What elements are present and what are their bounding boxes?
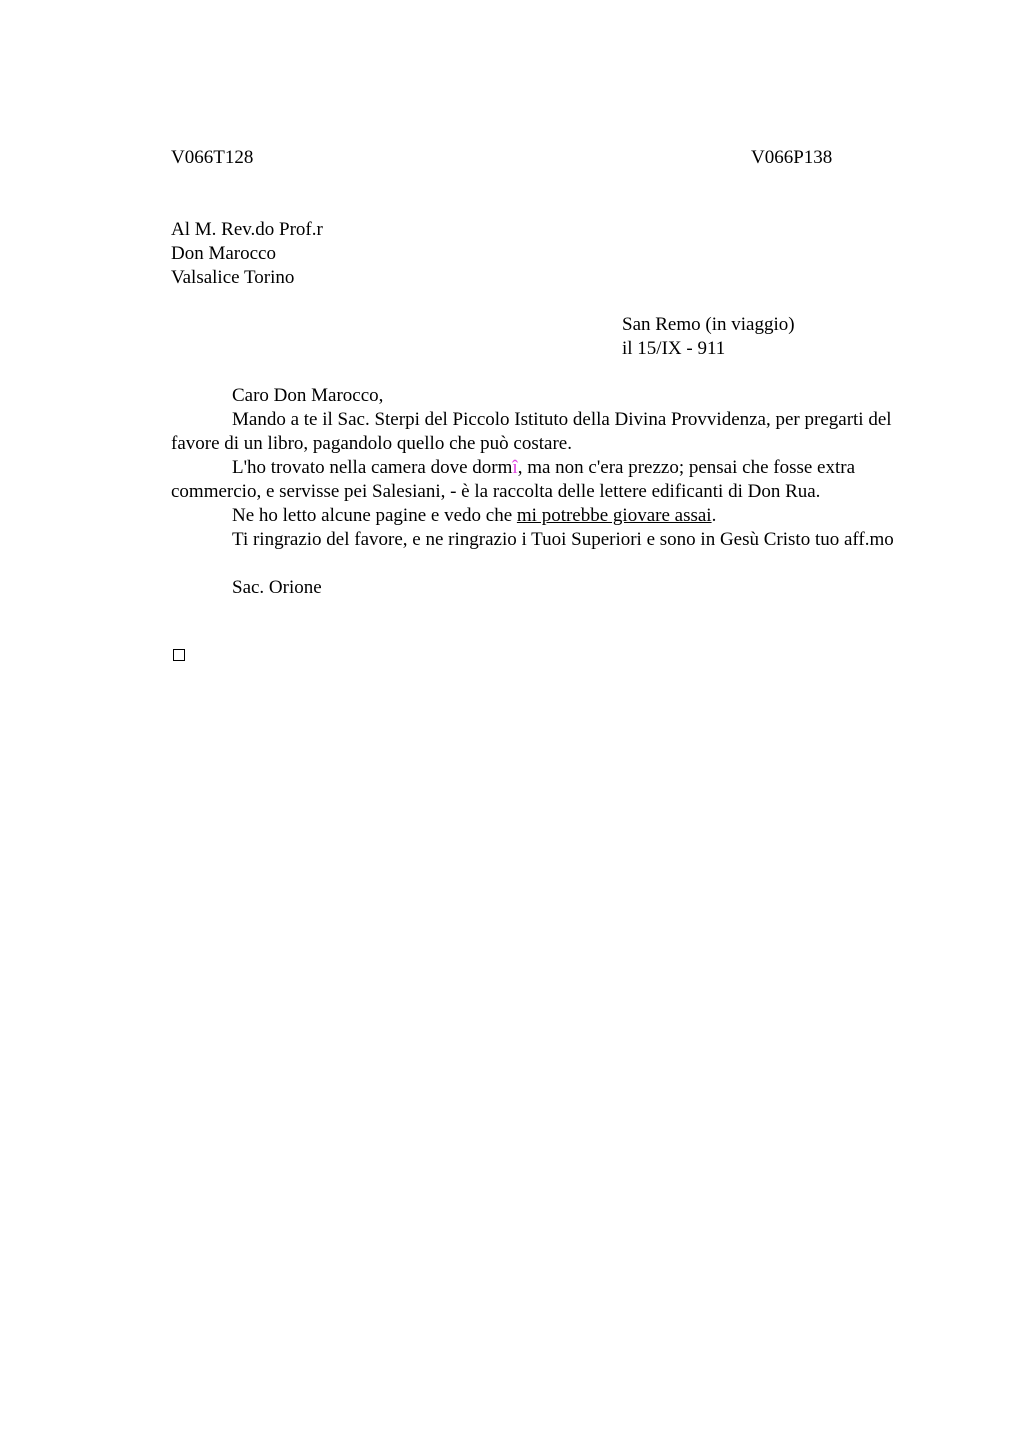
paragraph-4-text: Ti ringrazio del favore, e ne ringrazio i Tuoi Superiori e sono in Gesù Cristo tuo aff.mo [232,529,894,550]
recipient-line-title: Al M. Rev.do Prof.r [171,219,323,240]
paragraph-3-text-start: Ne ho letto alcune pagine e vedo che [232,505,517,526]
paragraph-2-text-end: , ma non c'era prezzo; pensai che fosse extra commercio, e servisse pei Salesiani, - è la raccolta delle lettere edificanti di Don Rua. [171,457,856,502]
accent-character: î [512,457,518,478]
letter-paragraph-4 [171,528,923,552]
letter-place: San Remo (in viaggio) [622,314,795,335]
paragraph-2-text-start: L'ho trovato nella camera dove dorm [232,457,513,478]
underlined-phrase: mi potrebbe giovare assai [516,505,712,526]
paragraph-3-text-end: . [711,505,717,526]
recipient-address [171,218,323,290]
paragraph-1-text: Mando a te il Sac. Sterpi del Piccolo Istituto della Divina Provvidenza, per pregarti del favore di un libro, pagandolo quello che può costare. [171,409,892,454]
place-date [622,313,795,361]
letter-salutation: Caro Don Marocco, [232,385,384,406]
letter-date: il 15/IX - 911 [622,338,726,359]
letter-paragraph-3 [171,504,923,528]
letter-paragraph-2 [171,456,923,504]
recipient-line-location: Valsalice Torino [171,267,295,288]
letter-body [171,384,923,600]
letter-paragraph-1 [171,408,923,456]
blank-line [171,552,923,576]
square-box-icon [173,649,185,661]
document-code-right: V066P138 [751,147,833,168]
document-code-left: V066T128 [171,147,254,168]
letter-signature: Sac. Orione [232,577,322,598]
recipient-line-name: Don Marocco [171,243,276,264]
